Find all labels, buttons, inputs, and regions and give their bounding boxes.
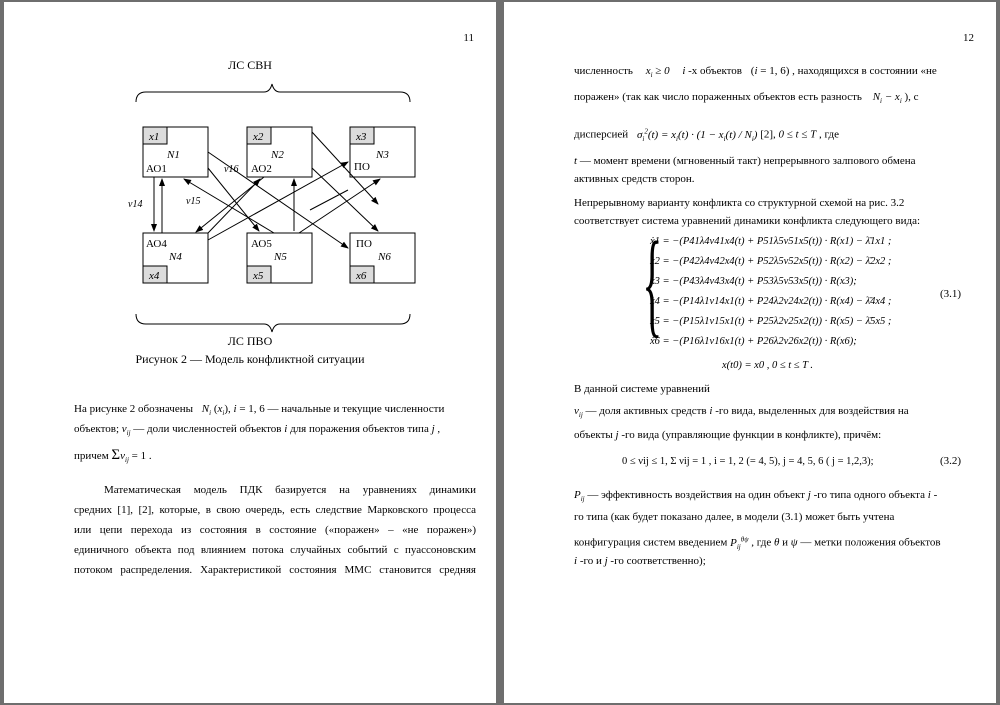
box-ao1-n: N1 — [167, 149, 180, 161]
r-line4: t — момент времени (мгновенный такт) непрерывного залпового обмена — [574, 155, 916, 167]
para1-line2: объектов; $\nu_{ij}$ — доли численностей объектов i для поражения объектов типа j , — [74, 423, 441, 438]
box-ao4 — [143, 233, 208, 283]
box-ao5-n: N5 — [274, 251, 287, 263]
figure-caption: Рисунок 2 — Модель конфликтной ситуации — [135, 352, 365, 366]
eq-line-1: ẋ1 = −(P41λ4ν41x4(t) + P51λ5ν51x5(t)) · R(x1) − λ̄1x1 ; — [650, 236, 892, 247]
box-ao1 — [143, 127, 208, 177]
eq-number: (3.1) — [940, 288, 962, 300]
eq2: 0 ≤ νij ≤ 1, Σ νij = 1 , i = 1, 2 (= 4, 5), j = 4, 5, 6 ( j = 1,2,3); — [622, 456, 874, 467]
box-po3-x: x3 — [356, 131, 367, 143]
r-line12: го типа (как будет показано далее, в модели (3.1) может быть учтена — [574, 511, 895, 523]
diagram-top-label: ЛС СВН — [228, 58, 272, 72]
para2-line4: единичного объекта под влиянием потока случайных событий с пуассоновским — [74, 544, 476, 556]
eq-brace: { — [642, 217, 663, 348]
box-po6 — [350, 233, 415, 283]
box-ao5 — [247, 233, 312, 283]
r-line14: i -го и j -го соответственно); — [574, 555, 706, 567]
bottom-brace — [136, 314, 410, 332]
eq-initial: x(t0) = x0 , 0 ≤ t ≤ T . — [722, 360, 814, 371]
diagram-bottom-label: ЛС ПВО — [227, 334, 273, 348]
r-line11: $P_{ij}$ — эффективность воздействия на один объект j -го типа одного объекта i - — [574, 489, 938, 504]
para1-line3: причем $\Sigma\nu_{ij} = 1$ . — [74, 447, 152, 465]
box-ao2-name: АО2 — [251, 163, 272, 175]
box-ao1-name: АО1 — [146, 163, 167, 175]
r-line6: Непрерывному варианту конфликта со структурной схемой на рис. 3.2 — [574, 197, 905, 209]
eq-line-2: ẋ2 = −(P42λ4ν42x4(t) + P52λ5ν52x5(t)) · R(x2) − λ̄2x2 ; — [650, 256, 892, 267]
eq-line-4: ẋ4 = −(P14λ1ν14x1(t) + P24λ2ν24x2(t)) · R(x4) − λ̄4x4 ; — [650, 296, 892, 307]
box-po6-name: ПО — [356, 238, 372, 250]
box-ao5-x: x5 — [253, 270, 264, 282]
r-line5: активных средств сторон. — [574, 173, 695, 185]
r-line2: поражен» (так как число пораженных объектов есть разность $N_i - x_i$ ), с — [574, 91, 919, 106]
para1-line1: На рисунке 2 обозначены $N_i$ $(x_i)$, i = 1, 6 — начальные и текущие численности — [74, 403, 445, 418]
box-ao4-n: N4 — [169, 251, 182, 263]
box-ao2-n: N2 — [271, 149, 284, 161]
box-po3-n: N3 — [376, 149, 389, 161]
box-ao5-name: АО5 — [251, 238, 272, 250]
box-ao4-x: x4 — [149, 270, 160, 282]
r-line7: соответствует система уравнений динамики конфликта следующего вида: — [574, 215, 921, 227]
nu16-label: ν16 — [224, 164, 239, 175]
para2-line1: Математическая модель ПДК базируется на уравнениях динамики — [104, 484, 476, 496]
eq2-number: (3.2) — [940, 455, 962, 467]
box-po3-name: ПО — [354, 161, 370, 173]
page-number: 12 — [963, 32, 974, 44]
eq-line-3: ẋ3 = −(P43λ4ν43x4(t) + P53λ5ν53x5(t)) · R(x3); — [650, 276, 857, 287]
r-line3: дисперсией $\sigma_i^2(t) = x_i(t) \cdot (1 - x_i(t) / N_i)$ [2], 0 ≤ t ≤ T , где — [574, 127, 839, 143]
box-po3 — [350, 127, 415, 177]
box-po6-x: x6 — [356, 270, 367, 282]
r-line8: В данной системе уравнений — [574, 383, 710, 395]
eq-line-6: ẋ6 = −(P16λ1ν16x1(t) + P26λ2ν26x2(t)) · R(x6); — [650, 336, 857, 347]
box-po6-n: N6 — [378, 251, 391, 263]
page-number: 11 — [463, 32, 474, 44]
right-page — [504, 2, 996, 703]
box-ao4-name: АО4 — [146, 238, 167, 250]
eq-line-5: ẋ5 = −(P15λ1ν15x1(t) + P25λ2ν25x2(t)) · R(x5) − λ̄5x5 ; — [650, 316, 892, 327]
r-line10: объекты j -го вида (управляющие функции в конфликте), причём: — [574, 429, 882, 441]
box-ao2-x: x2 — [253, 131, 264, 143]
conflict-diagram — [124, 80, 424, 336]
left-page — [4, 2, 496, 703]
top-brace — [136, 84, 410, 102]
nu15-label: ν15 — [186, 196, 201, 207]
r-line9: $\nu_{ij}$ — доля активных средств i -го вида, выделенных для воздействия на — [574, 405, 909, 420]
para2-line2: средних [1], [2], которые, в свою очередь, есть следствие Марковского процесса — [74, 504, 476, 516]
r-line1: численность $x_i \ge 0$ i -х объектов (i = 1, 6) , находящихся в состоянии «не — [574, 65, 937, 80]
nu14-label: ν14 — [128, 199, 143, 210]
box-ao2 — [247, 127, 312, 177]
para2-line5: потоком распределения. Характеристикой состояния ММС становится средняя — [74, 564, 476, 576]
para2-line3: или цепи перехода из состояния в состояние («поражен» – «не поражен») — [74, 524, 476, 536]
box-ao1-x: x1 — [149, 131, 160, 143]
r-line13: конфигурация систем введением $P_{ij}^{\theta\psi}$ , где θ и ψ — метки положения объектов — [574, 535, 941, 551]
